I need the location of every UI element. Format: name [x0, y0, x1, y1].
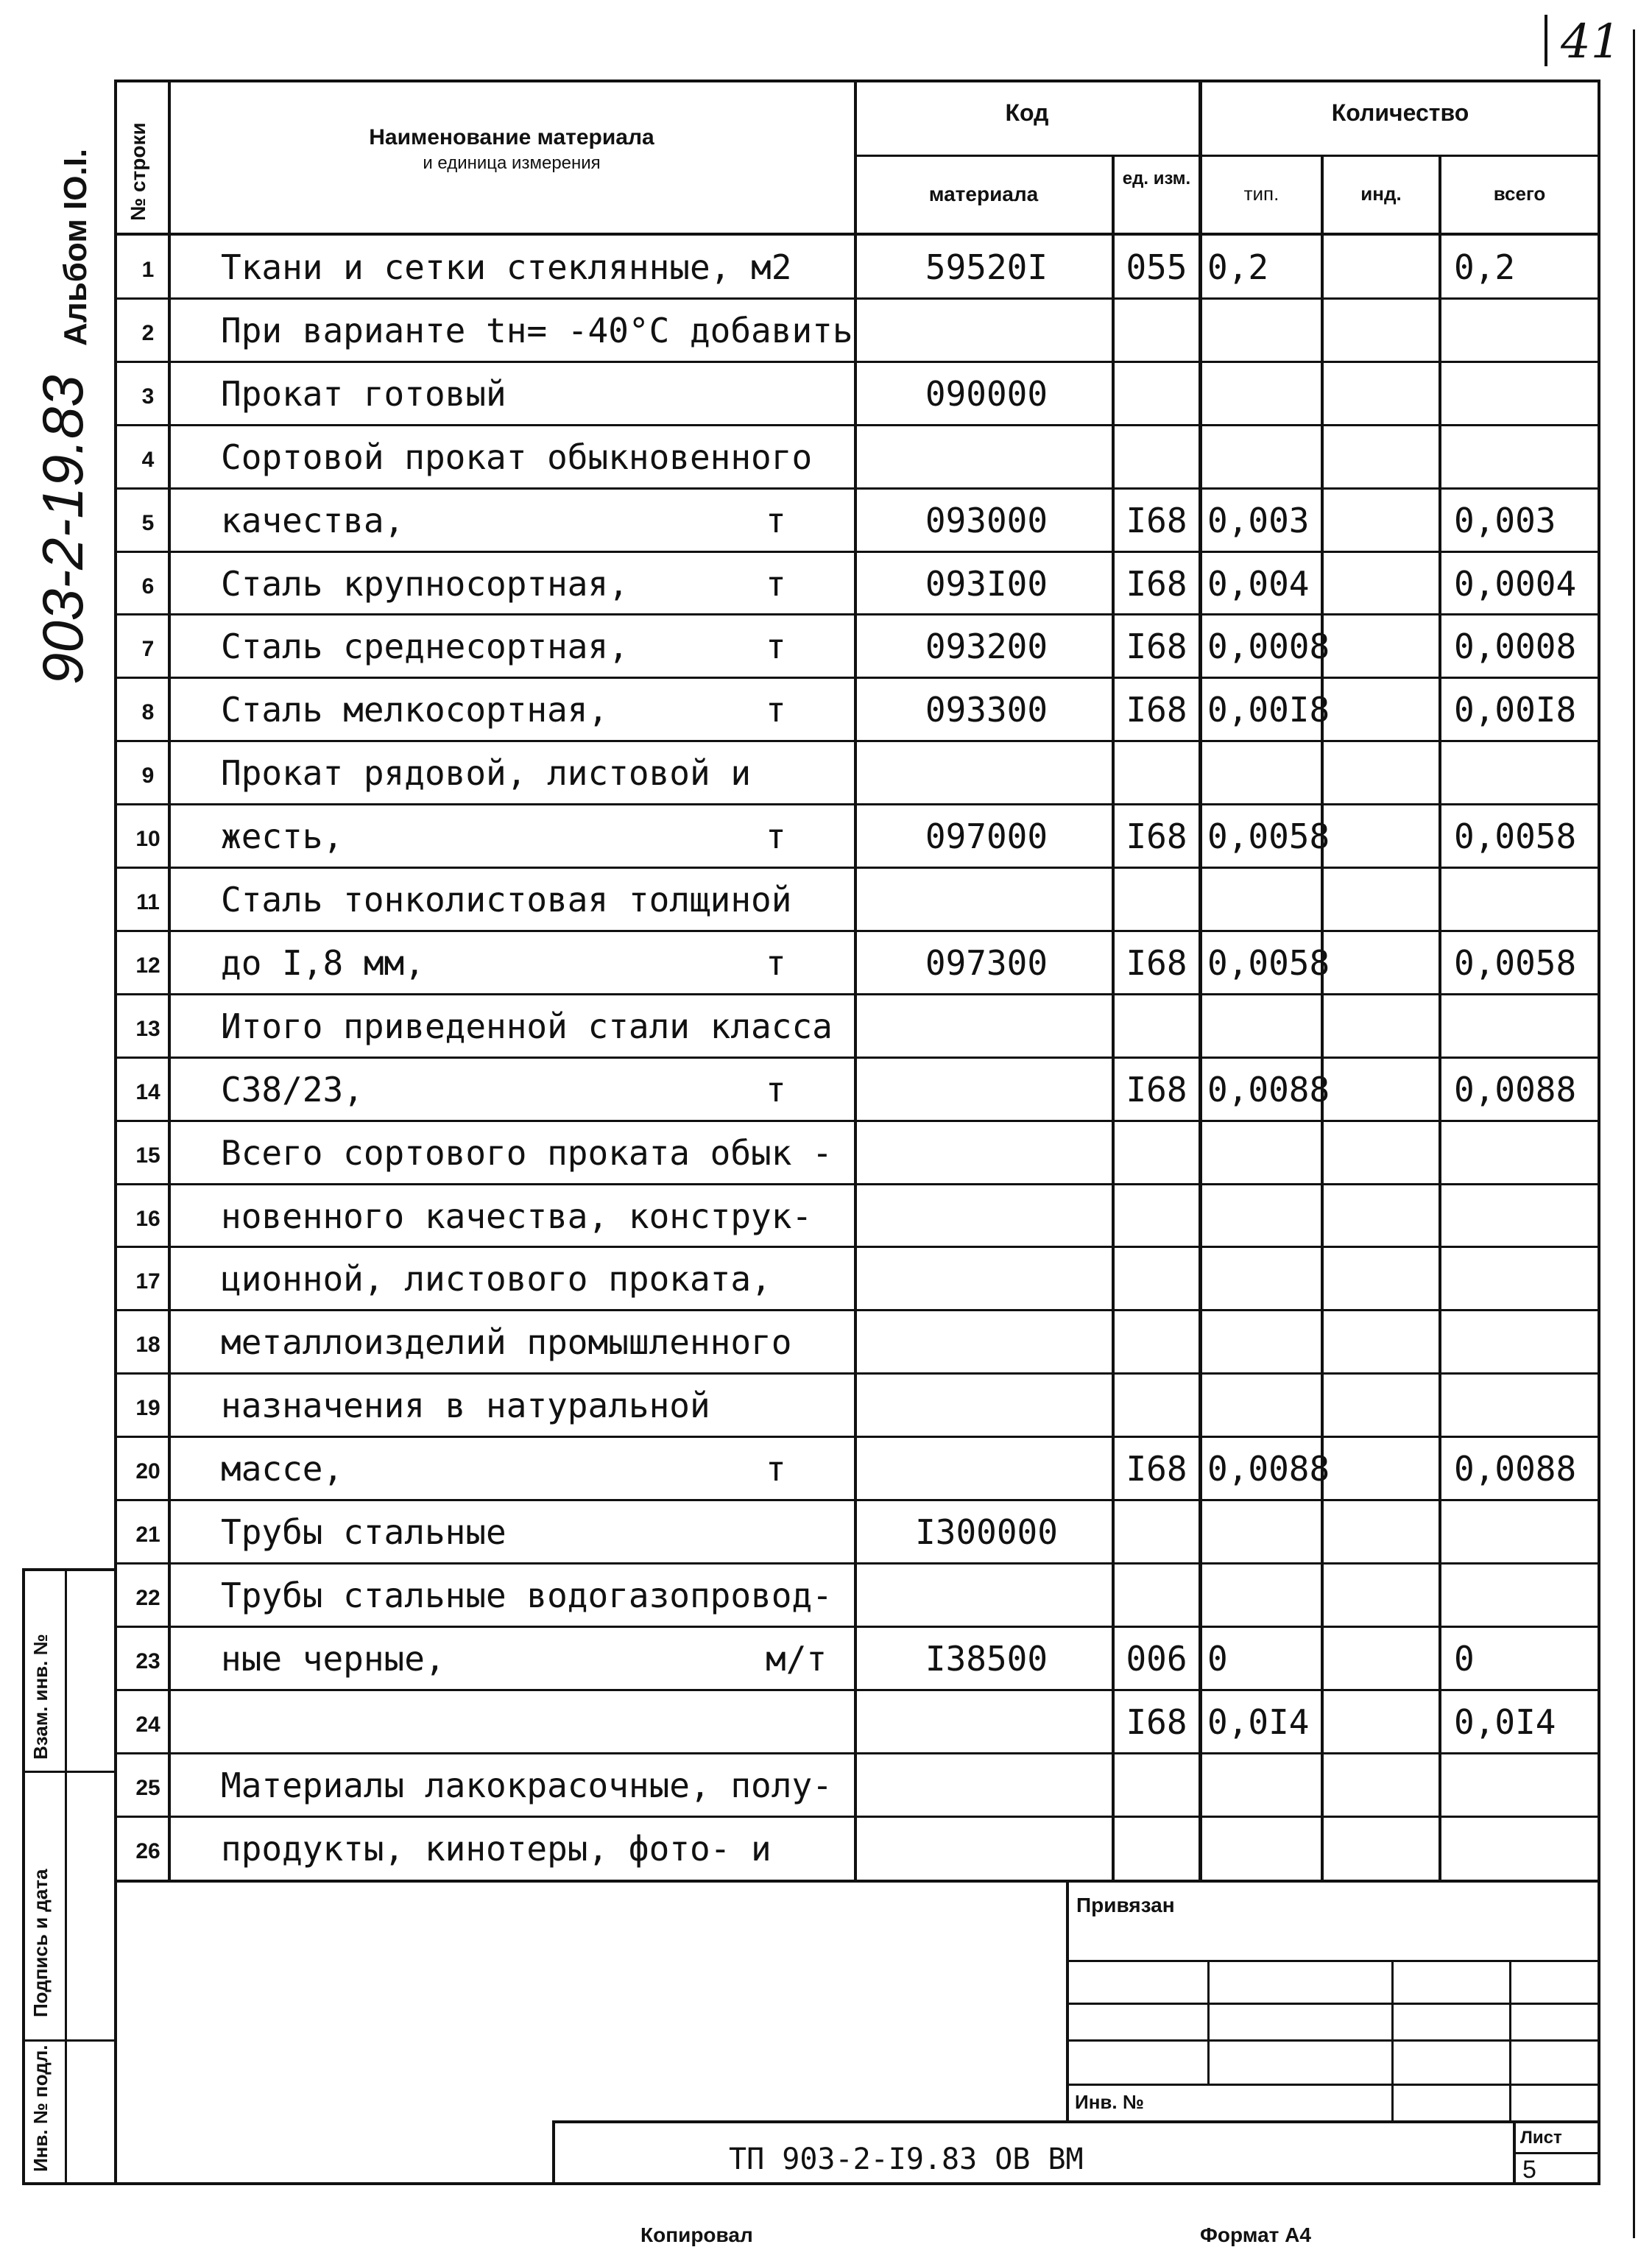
row-number: 6	[141, 574, 155, 599]
material-name: Сортовой прокат обыкновенного	[221, 437, 813, 477]
right-edge-line	[1633, 29, 1635, 2238]
tb-attached-line1	[1066, 1960, 1599, 1962]
row-separator	[114, 1689, 1599, 1691]
header-material-name-line2: и единица измерения	[423, 153, 601, 173]
tb-inv-no-label: Инв. №	[1075, 2091, 1144, 2113]
footer-copied: Копировал	[640, 2223, 753, 2246]
tb-attached-line4	[1066, 2084, 1599, 2086]
header-material-name-line1: Наименование материала	[369, 125, 654, 149]
header-material-code: материала	[928, 183, 1039, 205]
material-name: С38/23,	[221, 1069, 364, 1110]
table-body-bottom	[114, 1880, 1599, 1883]
unit-label: т	[766, 627, 786, 667]
row-number: 10	[135, 827, 160, 852]
row-separator	[114, 1499, 1599, 1501]
tb-attached-line3	[1066, 2039, 1599, 2042]
row-number: 16	[135, 1206, 160, 1231]
row-separator	[114, 1626, 1599, 1628]
footer-format: Формат А4	[1200, 2223, 1311, 2246]
stamp-sign-date: Подпись и дата	[29, 1869, 52, 2017]
stamp-inner-left	[65, 1568, 67, 2184]
tb-vsplit-3	[1509, 1960, 1511, 2123]
row-separator	[114, 867, 1599, 869]
header-quantity: Количество	[1331, 99, 1469, 126]
stamp-outer-left	[22, 1568, 25, 2184]
row-separator	[114, 1120, 1599, 1122]
unit-label: т	[766, 563, 786, 604]
unit-code: 055	[1126, 247, 1187, 287]
quantity-typ: 0,0058	[1207, 942, 1330, 983]
row-separator	[114, 361, 1599, 363]
header-unit-code: ед. изм.	[1122, 169, 1191, 188]
unit-label: т	[766, 1449, 786, 1489]
quantity-total: 0,0I4	[1454, 1701, 1556, 1742]
material-code: 093000	[925, 500, 1048, 540]
unit-label: т	[766, 500, 786, 540]
row-number: 22	[135, 1585, 160, 1610]
header-typ: тип.	[1243, 183, 1279, 205]
tb-attached-line2	[1066, 2003, 1599, 2005]
quantity-total: 0,0088	[1454, 1449, 1577, 1489]
tb-sheet-label: Лист	[1520, 2128, 1562, 2148]
col-line-ed	[1199, 80, 1202, 1881]
row-separator	[114, 930, 1599, 932]
unit-code: I68	[1126, 816, 1187, 857]
row-separator	[114, 487, 1599, 490]
material-name: качества,	[221, 500, 405, 540]
material-code: 090000	[925, 373, 1048, 414]
row-number: 7	[141, 637, 155, 662]
col-line-name	[854, 80, 857, 1881]
header-mid-line	[854, 155, 1599, 157]
tb-sheet-value: 5	[1522, 2156, 1536, 2184]
quantity-total: 0	[1454, 1638, 1475, 1679]
row-number: 1	[141, 258, 155, 282]
material-name: Сталь крупносортная,	[221, 563, 629, 604]
quantity-total: 0,003	[1454, 500, 1556, 540]
material-name: назначения в натуральной	[221, 1386, 710, 1426]
row-number: 20	[135, 1459, 160, 1484]
material-name: Прокат готовый	[221, 373, 506, 414]
unit-code: I68	[1126, 1449, 1187, 1489]
material-code: 093200	[925, 627, 1048, 667]
stamp-replace-inv: Взам. инв. №	[29, 1634, 52, 1760]
material-name: Всего сортового проката обык -	[221, 1132, 833, 1173]
tb-document-code: ТП 903-2-I9.83 ОВ ВМ	[729, 2142, 1084, 2176]
frame-right	[1598, 80, 1600, 2185]
row-separator	[114, 613, 1599, 615]
quantity-typ: 0,003	[1207, 500, 1310, 540]
material-code: 093I00	[925, 563, 1048, 604]
stamp-inv-orig: Инв. № подл.	[29, 2045, 52, 2172]
row-separator	[114, 424, 1599, 426]
row-number: 8	[141, 700, 155, 725]
unit-code: 006	[1126, 1638, 1187, 1679]
row-separator	[114, 1562, 1599, 1565]
quantity-typ: 0,004	[1207, 563, 1310, 604]
row-number: 18	[135, 1333, 160, 1358]
header-row-no: № строки	[127, 122, 149, 221]
unit-label: т	[766, 816, 786, 857]
row-number: 19	[135, 1396, 160, 1421]
row-number: 12	[135, 953, 160, 978]
material-code: I300000	[915, 1512, 1058, 1552]
unit-code: I68	[1126, 563, 1187, 604]
unit-code: I68	[1126, 690, 1187, 730]
material-code: 59520I	[925, 247, 1048, 287]
row-separator	[114, 551, 1599, 553]
row-number: 2	[141, 320, 155, 345]
unit-label: м/т	[766, 1638, 827, 1679]
frame-left	[114, 80, 117, 2185]
material-code: 097000	[925, 816, 1048, 857]
material-name: ционной, листового проката,	[221, 1259, 772, 1299]
frame-bottom	[114, 2182, 1600, 2185]
material-name: ные черные,	[221, 1638, 445, 1679]
quantity-typ: 0,2	[1207, 247, 1269, 287]
row-number: 11	[136, 890, 160, 914]
tb-vsplit-2	[1391, 1960, 1394, 2123]
quantity-total: 0,0004	[1454, 563, 1577, 604]
tb-main-left	[552, 2120, 555, 2184]
material-name: жесть,	[221, 816, 344, 857]
header-material-name	[169, 125, 854, 174]
material-name: Сталь тонколистовая толщиной	[221, 880, 792, 920]
row-number: 3	[141, 384, 155, 409]
material-name: Итого приведенной стали класса	[221, 1006, 833, 1046]
material-name: Материалы лакокрасочные, полу-	[221, 1765, 833, 1805]
sheet-number-top: 41	[1561, 15, 1621, 69]
row-number: 23	[135, 1648, 160, 1673]
row-separator	[114, 1057, 1599, 1059]
row-number: 13	[135, 1016, 160, 1041]
col-line-typ	[1321, 155, 1324, 1881]
col-line-ind	[1439, 155, 1441, 1881]
quantity-total: 0,0058	[1454, 816, 1577, 857]
quantity-typ: 0,0008	[1207, 627, 1330, 667]
quantity-total: 0,0088	[1454, 1069, 1577, 1110]
row-number: 21	[135, 1523, 160, 1547]
unit-label: т	[766, 1069, 786, 1110]
row-number: 9	[141, 763, 155, 789]
header-bottom-line	[114, 233, 1599, 236]
row-separator	[114, 1436, 1599, 1438]
row-number: 24	[135, 1712, 160, 1737]
row-number: 14	[135, 1079, 160, 1104]
row-number: 15	[135, 1143, 160, 1168]
material-name: Ткани и сетки стеклянные, м2	[221, 247, 792, 287]
row-number: 17	[135, 1269, 160, 1294]
material-name: массе,	[221, 1449, 344, 1489]
material-name: Прокат рядовой, листовой и	[221, 753, 752, 794]
material-name: новенного качества, конструк-	[221, 1196, 813, 1236]
unit-code: I68	[1126, 500, 1187, 540]
row-separator	[114, 297, 1599, 300]
project-code-handwritten: 903-2-19.83	[30, 375, 95, 685]
header-total: всего	[1493, 183, 1546, 205]
stamp-bottom	[22, 2182, 116, 2185]
unit-label: т	[766, 690, 786, 730]
row-separator	[114, 740, 1599, 742]
row-separator	[114, 1246, 1599, 1248]
material-name: металлоизделий промышленного	[221, 1322, 792, 1363]
quantity-typ: 0,0058	[1207, 816, 1330, 857]
material-code: I38500	[925, 1638, 1048, 1679]
row-separator	[114, 1752, 1599, 1754]
material-name: Сталь среднесортная,	[221, 627, 629, 667]
quantity-typ: 0	[1207, 1638, 1228, 1679]
row-number: 25	[135, 1775, 160, 1800]
material-code: 093300	[925, 690, 1048, 730]
tb-sheet-mid	[1513, 2152, 1599, 2154]
row-separator	[114, 1372, 1599, 1375]
album-label: Альбом IO.I.	[57, 148, 93, 346]
row-number: 4	[141, 447, 155, 472]
tb-vsplit-1	[1207, 1960, 1210, 2084]
quantity-total: 0,2	[1454, 247, 1516, 287]
row-number: 26	[135, 1838, 160, 1863]
row-separator	[114, 993, 1599, 995]
frame-top	[114, 80, 1600, 82]
unit-code: I68	[1126, 1069, 1187, 1110]
stamp-top	[22, 1568, 116, 1571]
quantity-typ: 0,0I4	[1207, 1701, 1310, 1742]
tb-attached-label: Привязан	[1076, 1894, 1175, 1916]
tb-left-attached	[1066, 1880, 1069, 2123]
unit-label: т	[766, 942, 786, 983]
quantity-total: 0,00I8	[1454, 690, 1577, 730]
material-name: Сталь мелкосортная,	[221, 690, 609, 730]
quantity-total: 0,0008	[1454, 627, 1577, 667]
col-line-mat	[1112, 155, 1115, 1881]
row-separator	[114, 677, 1599, 679]
header-ind: инд.	[1360, 183, 1402, 205]
material-code: 097300	[925, 942, 1048, 983]
unit-code: I68	[1126, 627, 1187, 667]
material-name: продукты, кинотеры, фото- и	[221, 1828, 772, 1869]
col-line-num	[168, 80, 171, 1881]
unit-code: I68	[1126, 1701, 1187, 1742]
stamp-split-1	[22, 1771, 116, 1773]
quantity-typ: 0,0088	[1207, 1069, 1330, 1110]
header-code: Код	[1005, 99, 1049, 126]
row-number: 5	[141, 510, 155, 535]
row-separator	[114, 1816, 1599, 1818]
material-name: Трубы стальные	[221, 1512, 506, 1552]
tb-main-top	[552, 2120, 1599, 2123]
unit-code: I68	[1126, 942, 1187, 983]
top-right-tick	[1545, 15, 1547, 66]
material-name: до I,8 мм,	[221, 942, 425, 983]
row-separator	[114, 803, 1599, 805]
quantity-typ: 0,0088	[1207, 1449, 1330, 1489]
quantity-total: 0,0058	[1454, 942, 1577, 983]
row-separator	[114, 1183, 1599, 1185]
material-name: При варианте tн= -40°С добавить	[221, 310, 853, 350]
quantity-typ: 0,00I8	[1207, 690, 1330, 730]
material-name: Трубы стальные водогазопровод-	[221, 1575, 833, 1615]
stamp-split-2	[22, 2039, 116, 2042]
row-separator	[114, 1309, 1599, 1311]
